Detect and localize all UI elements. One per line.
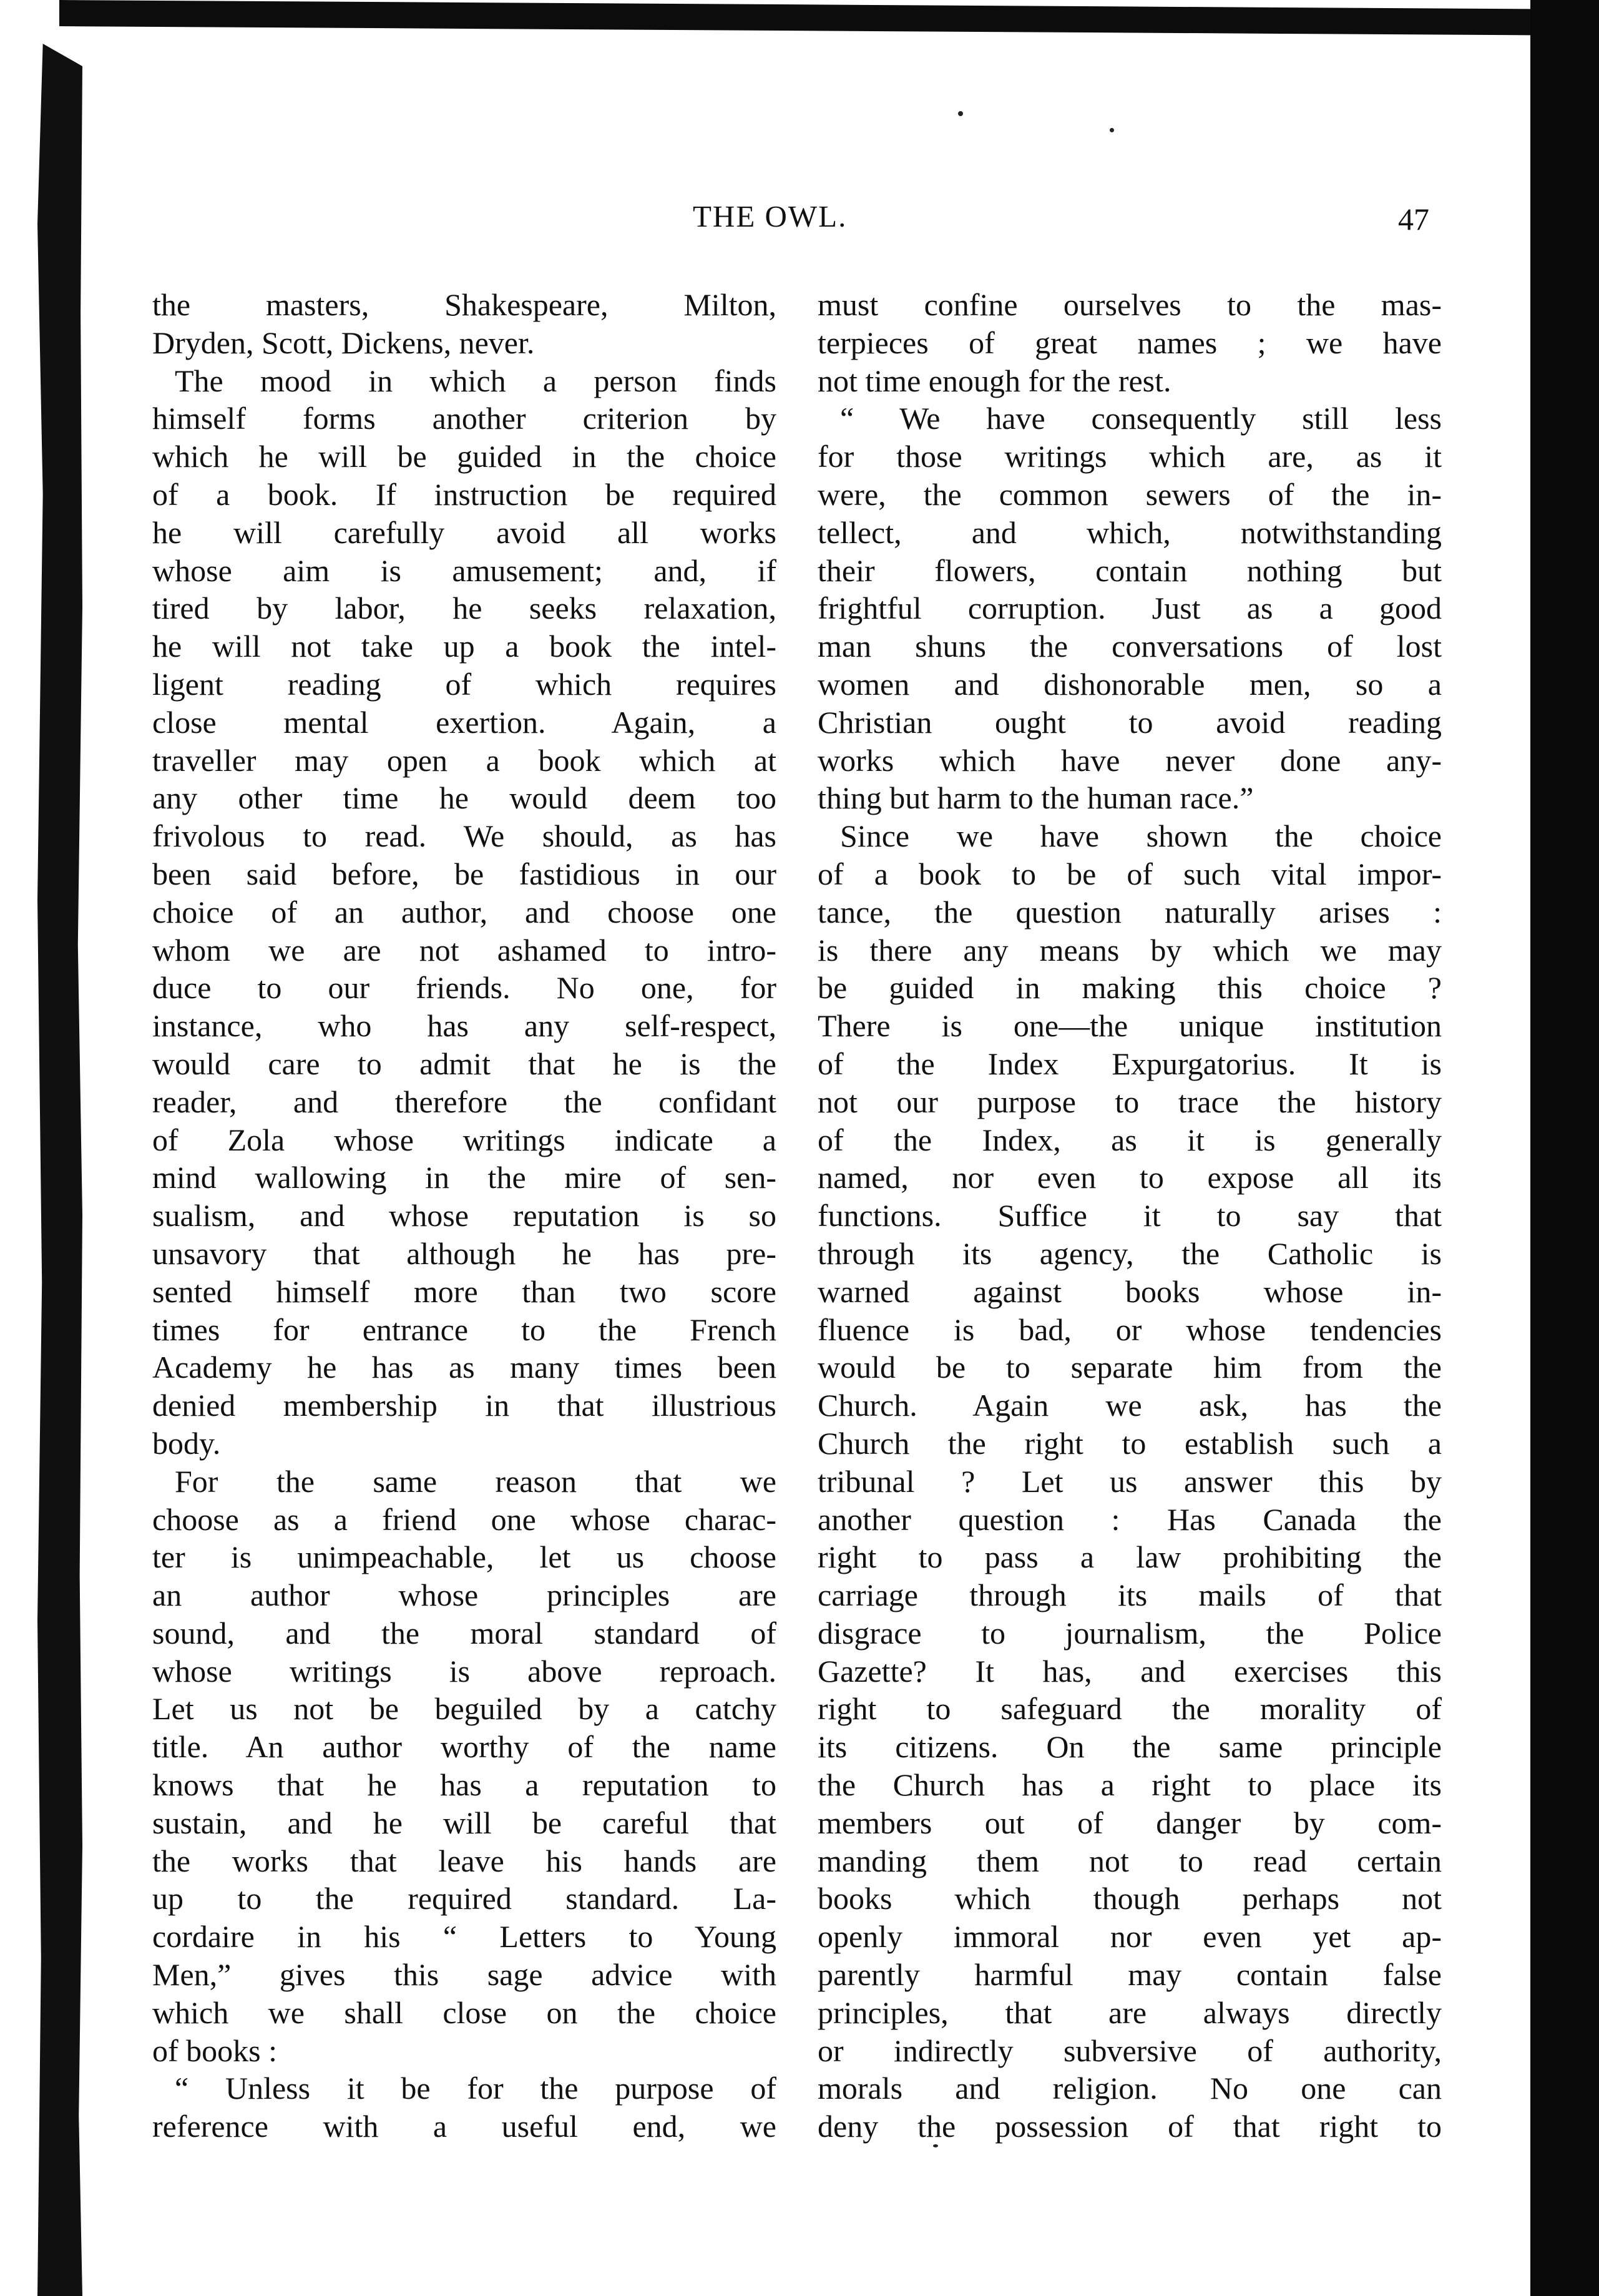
text-line: of books : — [152, 2033, 277, 2068]
text-line: himself forms another criterion by — [152, 401, 776, 436]
text-line: tellect, and which, notwithstanding — [818, 514, 1442, 550]
text-line: not our purpose to trace the history — [818, 1084, 1442, 1119]
text-line: books which though perhaps not — [818, 1881, 1442, 1916]
text-line: ligent reading of which requires — [152, 666, 776, 702]
text-line: tribunal ? Let us answer this by — [818, 1463, 1442, 1499]
text-line: which he will be guided in the choice — [152, 439, 776, 474]
text-line: right to pass a law prohibiting the — [818, 1539, 1442, 1575]
text-line: man shuns the conversations of lost — [818, 629, 1442, 664]
text-line: members out of danger by com- — [818, 1805, 1442, 1840]
text-line: whose writings is above reproach. — [152, 1653, 776, 1689]
text-line: whom we are not ashamed to intro- — [152, 932, 776, 968]
text-line: of a book. If instruction be required — [152, 476, 776, 512]
scan-right-edge — [1530, 0, 1599, 2296]
text-line: would be to separate him from the — [818, 1350, 1442, 1385]
text-line: their flowers, contain nothing but — [818, 552, 1442, 588]
text-line: duce to our friends. No one, for — [152, 970, 776, 1006]
text-line: reference with a useful end, we — [152, 2109, 776, 2144]
text-line: body. — [152, 1425, 221, 1461]
text-line: be guided in making this choice ? — [818, 970, 1442, 1006]
text-line: Men,” gives this sage advice with — [152, 1957, 776, 1993]
text-line: any other time he would deem too — [152, 780, 776, 816]
text-line: its citizens. On the same principle — [818, 1729, 1442, 1765]
text-line: Let us not be beguiled by a catchy — [152, 1691, 776, 1727]
text-line: mind wallowing in the mire of sen- — [152, 1160, 776, 1195]
text-line: For the same reason that we — [175, 1463, 776, 1499]
text-line: knows that he has a reputation to — [152, 1767, 776, 1803]
text-line: Church the right to establish such a — [818, 1425, 1442, 1461]
text-line: traveller may open a book which at — [152, 742, 776, 778]
text-line: works which have never done any- — [818, 742, 1442, 778]
text-line: instance, who has any self-respect, — [152, 1008, 776, 1044]
text-line: unsavory that although he has pre- — [152, 1235, 776, 1271]
text-line: carriage through its mails of that — [818, 1577, 1442, 1613]
scan-speck — [1110, 128, 1114, 132]
text-line: through its agency, the Catholic is — [818, 1235, 1442, 1271]
text-line: would care to admit that he is the — [152, 1046, 776, 1081]
text-line: of the Index Expurgatorius. It is — [818, 1046, 1442, 1081]
text-line: principles, that are always directly — [818, 1994, 1442, 2030]
text-line: been said before, be fastidious in our — [152, 856, 776, 891]
text-line: close mental exertion. Again, a — [152, 704, 776, 740]
text-line: is there any means by which we may — [818, 932, 1442, 968]
text-line: choice of an author, and choose one — [152, 894, 776, 930]
scan-speck — [958, 111, 963, 116]
text-line: openly immoral nor even yet ap- — [818, 1919, 1442, 1955]
text-line: frivolous to read. We should, as has — [152, 818, 776, 854]
text-line: Gazette? It has, and exercises this — [818, 1653, 1442, 1689]
text-line: for those writings which are, as it — [818, 439, 1442, 474]
text-line: times for entrance to the French — [152, 1312, 776, 1347]
text-line: another question : Has Canada the — [818, 1501, 1442, 1537]
text-line: “ We have consequently still less — [840, 401, 1442, 436]
text-line: sustain, and he will be careful that — [152, 1805, 776, 1840]
text-line: an author whose principles are — [152, 1577, 776, 1613]
text-line: thing but harm to the human race.” — [818, 780, 1254, 816]
text-line: tance, the question naturally arises : — [818, 894, 1442, 930]
text-line: Christian ought to avoid reading — [818, 704, 1442, 740]
text-line: functions. Suffice it to say that — [818, 1198, 1442, 1234]
text-line: whose aim is amusement; and, if — [152, 552, 776, 588]
text-line: manding them not to read certain — [818, 1843, 1442, 1878]
text-line: deny the possession of that right to — [818, 2109, 1442, 2144]
text-line: Since we have shown the choice — [840, 818, 1442, 854]
text-line: “ Unless it be for the purpose of — [175, 2071, 776, 2106]
text-line: sound, and the moral standard of — [152, 1615, 776, 1651]
text-line: sualism, and whose reputation is so — [152, 1198, 776, 1234]
text-line: ter is unimpeachable, let us choose — [152, 1539, 776, 1575]
text-line: not time enough for the rest. — [818, 363, 1171, 398]
page-number: 47 — [1398, 202, 1429, 237]
text-line: warned against books whose in- — [818, 1273, 1442, 1309]
text-line: morals and religion. No one can — [818, 2071, 1442, 2106]
text-line: the works that leave his hands are — [152, 1843, 776, 1878]
text-line: cordaire in his “ Letters to Young — [152, 1919, 776, 1955]
text-line: of a book to be of such vital impor- — [818, 856, 1442, 891]
text-line: were, the common sewers of the in- — [818, 476, 1442, 512]
text-line: he will not take up a book the intel- — [152, 629, 776, 664]
text-line: fluence is bad, or whose tendencies — [818, 1312, 1442, 1347]
text-line: the masters, Shakespeare, Milton, — [152, 287, 776, 322]
scan-left-edge — [37, 44, 82, 2296]
text-line: women and dishonorable men, so a — [818, 666, 1442, 702]
page-header — [0, 199, 1599, 248]
text-line: The mood in which a person finds — [175, 363, 776, 398]
text-line: which we shall close on the choice — [152, 1994, 776, 2030]
left-text-column — [152, 286, 776, 2146]
text-line: parently harmful may contain false — [818, 1957, 1442, 1993]
text-line: title. An author worthy of the name — [152, 1729, 776, 1765]
scan-top-border — [59, 0, 1599, 36]
text-line: of the Index, as it is generally — [818, 1122, 1442, 1157]
text-line: tired by labor, he seeks relaxation, — [152, 591, 776, 626]
text-line: Dryden, Scott, Dickens, never. — [152, 325, 535, 360]
text-line: or indirectly subversive of authority, — [818, 2033, 1442, 2068]
text-line: reader, and therefore the confidant — [152, 1084, 776, 1119]
text-line: must confine ourselves to the mas- — [818, 287, 1442, 322]
text-line: named, nor even to expose all its — [818, 1160, 1442, 1195]
text-line: right to safeguard the morality of — [818, 1691, 1442, 1727]
text-line: sented himself more than two score — [152, 1273, 776, 1309]
text-line: denied membership in that illustrious — [152, 1388, 776, 1423]
text-line: up to the required standard. La- — [152, 1881, 776, 1916]
right-text-column — [818, 286, 1442, 2146]
text-line: There is one—the unique institution — [818, 1008, 1442, 1044]
text-line: disgrace to journalism, the Police — [818, 1615, 1442, 1651]
text-line: terpieces of great names ; we have — [818, 325, 1442, 360]
text-line: the Church has a right to place its — [818, 1767, 1442, 1803]
running-title: THE OWL. — [693, 199, 848, 233]
text-line: choose as a friend one whose charac- — [152, 1501, 776, 1537]
text-line: of Zola whose writings indicate a — [152, 1122, 776, 1157]
text-line: Church. Again we ask, has the — [818, 1388, 1442, 1423]
text-line: he will carefully avoid all works — [152, 514, 776, 550]
text-line: frightful corruption. Just as a good — [818, 591, 1442, 626]
text-line: Academy he has as many times been — [152, 1350, 776, 1385]
